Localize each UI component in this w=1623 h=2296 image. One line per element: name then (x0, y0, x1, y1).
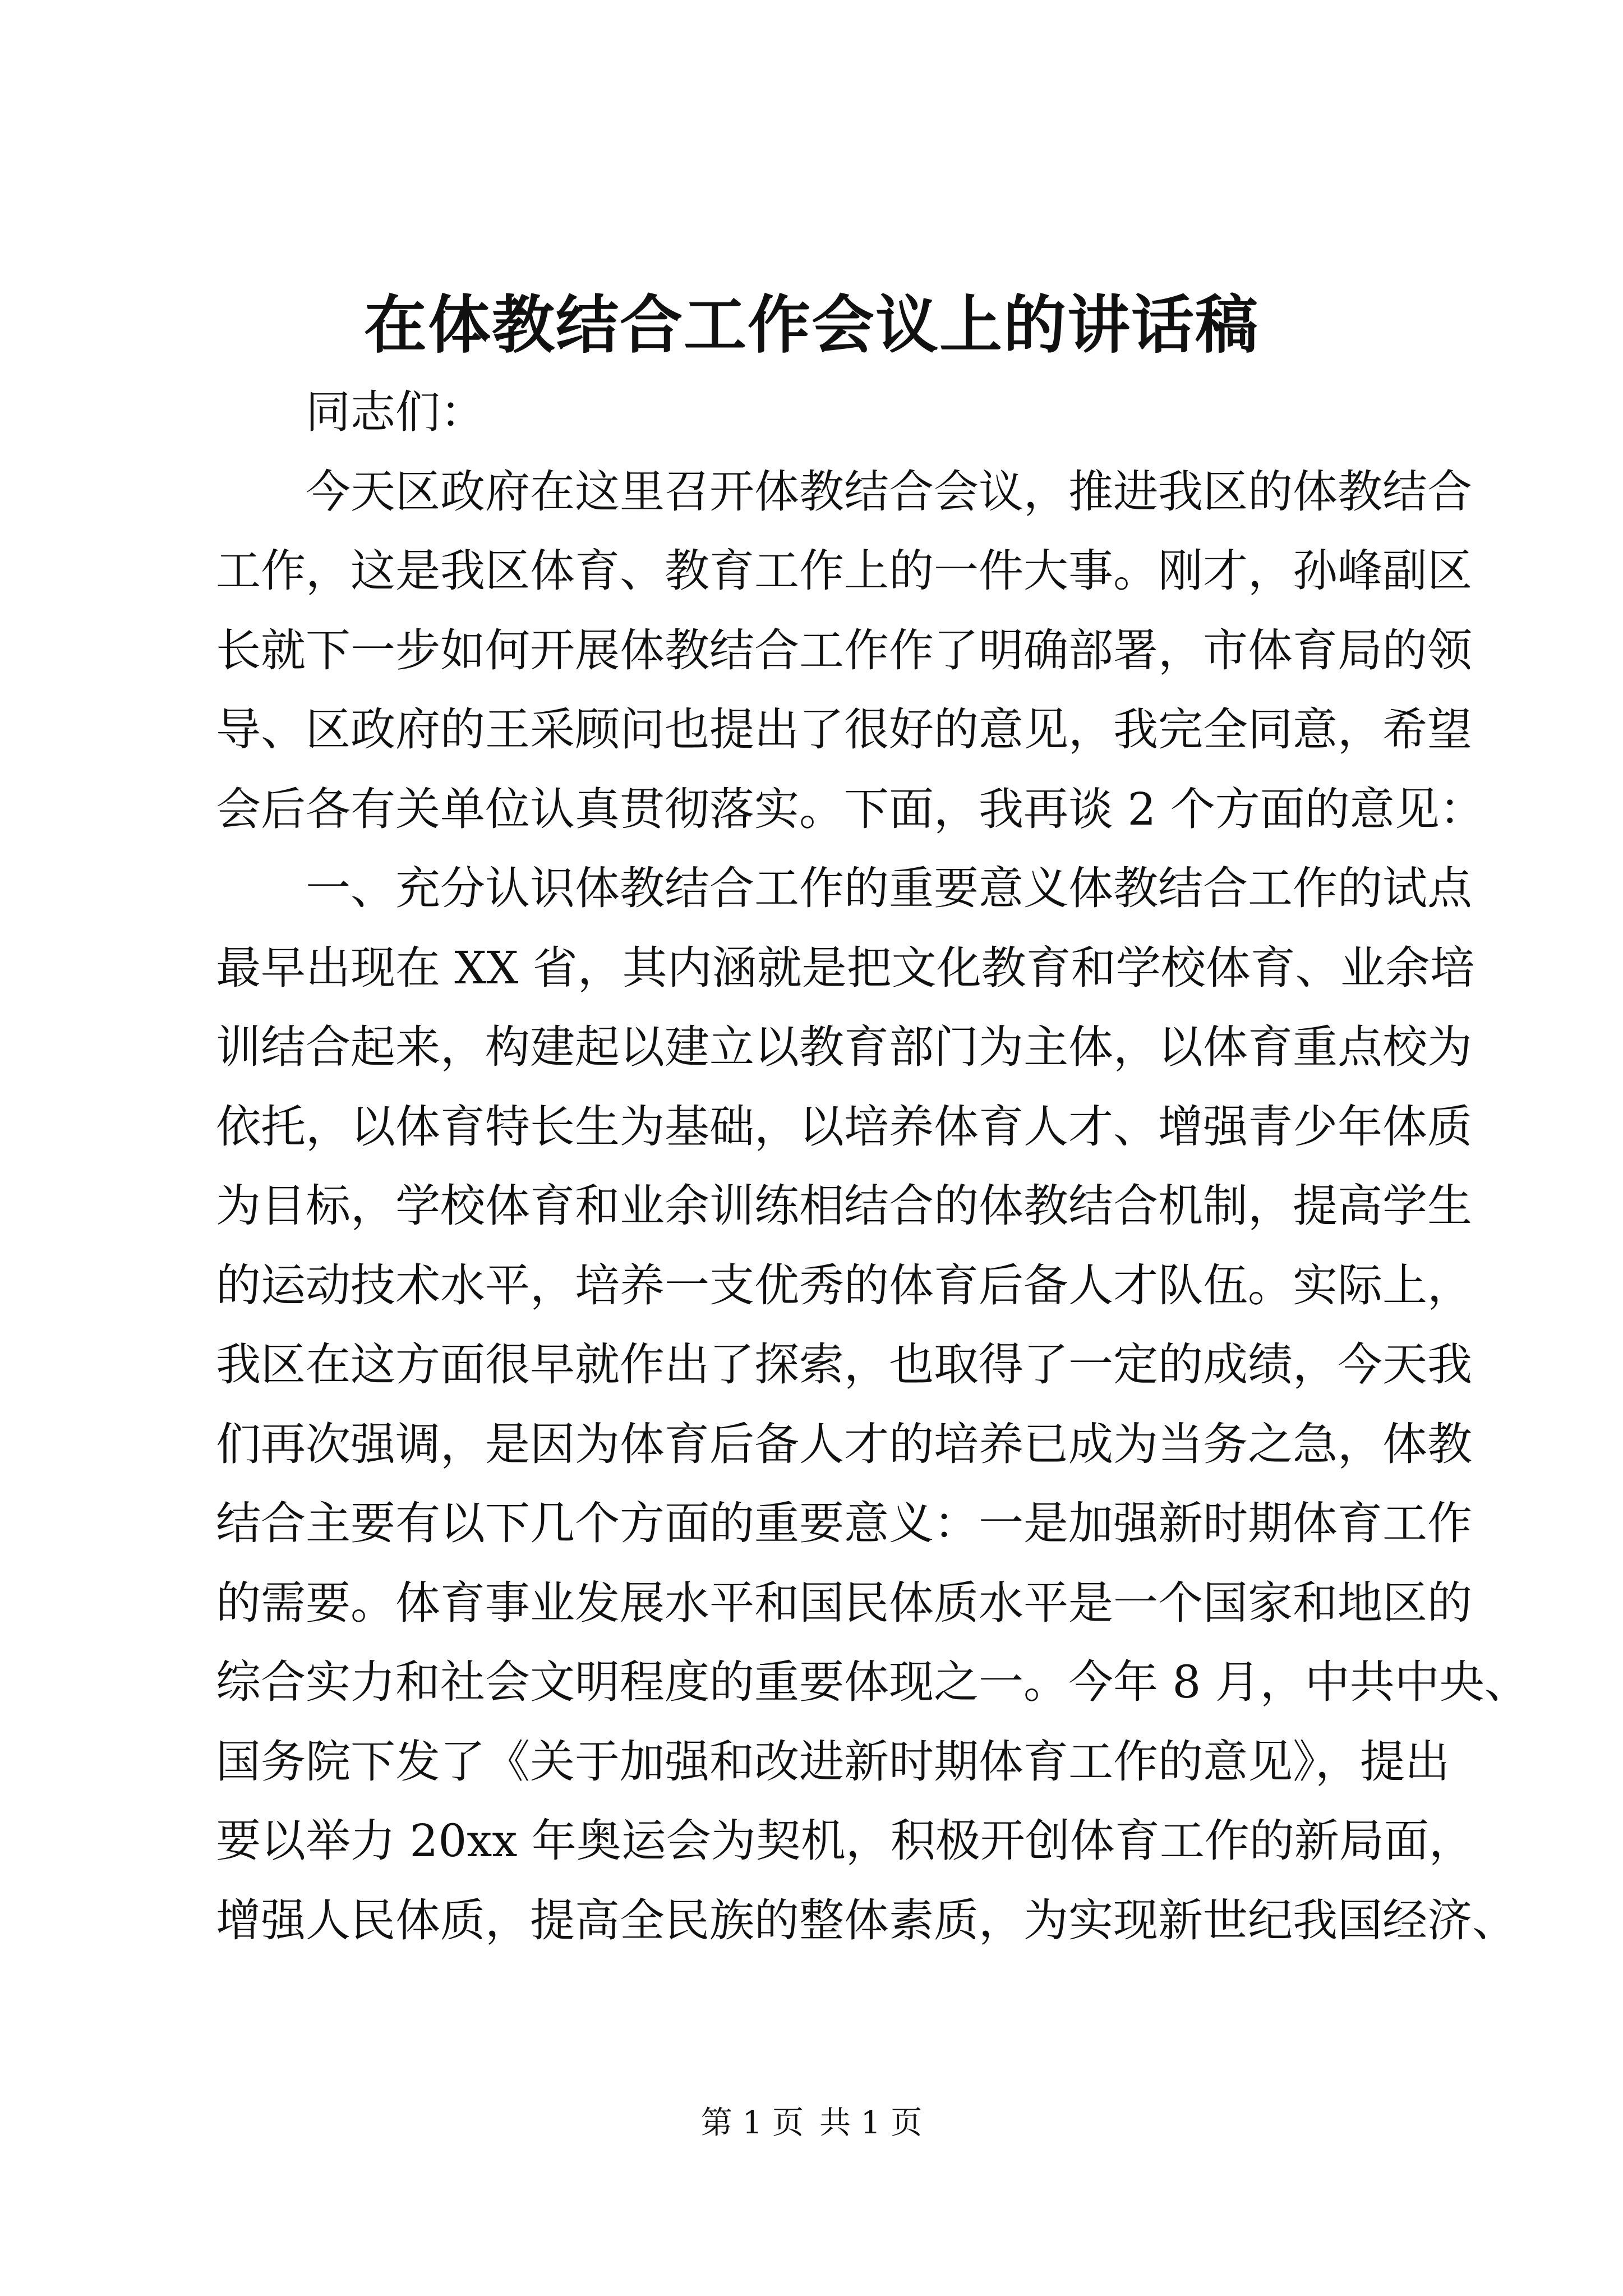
text-line: 会后各有关单位认真贯彻落实。下面，我再谈 2 个方面的意见： (216, 783, 1484, 835)
text-line: 导、区政府的王采顾问也提出了很好的意见，我完全同意，希望 (216, 703, 1472, 756)
text-line: 依托，以体育特长生为基础，以培养体育人才、增强青少年体质 (216, 1100, 1472, 1153)
text-line: 的运动技术水平，培养一支优秀的体育后备人才队伍。实际上， (216, 1259, 1472, 1312)
text-line: 国务院下发了《关于加强和改进新时期体育工作的意见》，提出 (216, 1735, 1450, 1788)
text-line: 工作，这是我区体育、教育工作上的一件大事。刚才，孙峰副区 (216, 545, 1472, 597)
text-line: 结合主要有以下几个方面的重要意义：一是加强新时期体育工作 (216, 1497, 1472, 1549)
text-line: 同志们： (306, 386, 485, 438)
text-line: 们再次强调，是因为体育后备人才的培养已成为当务之急，体教 (216, 1418, 1472, 1470)
text-line: 要以举力 20xx 年奥运会为契机，积极开创体育工作的新局面， (216, 1815, 1474, 1867)
text-line: 综合实力和社会文明程度的重要体现之一。今年 8 月，中共中央、 (216, 1656, 1529, 1708)
text-line: 长就下一步如何开展体教结合工作作了明确部署，市体育局的领 (216, 624, 1472, 677)
text-line: 一、充分认识体教结合工作的重要意义体教结合工作的试点 (306, 862, 1472, 914)
document-body (216, 372, 1529, 1960)
text-line: 为目标，学校体育和业余训练相结合的体教结合机制，提高学生 (216, 1180, 1472, 1232)
text-line: 今天区政府在这里召开体教结合会议，推进我区的体教结合 (306, 465, 1472, 518)
text-line: 最早出现在 XX 省，其内涵就是把文化教育和学校体育、业余培 (216, 941, 1475, 994)
document-title: 在体教结合工作会议上的讲话稿 (364, 288, 1259, 362)
text-line: 的需要。体育事业发展水平和国民体质水平是一个国家和地区的 (216, 1576, 1472, 1629)
text-line: 增强人民体质，提高全民族的整体素质，为实现新世纪我国经济、 (216, 1894, 1517, 1947)
text-line: 训结合起来，构建起以建立以教育部门为主体，以体育重点校为 (216, 1021, 1472, 1073)
page-number: 第 1 页 (700, 2105, 804, 2141)
text-line: 我区在这方面很早就作出了探索，也取得了一定的成绩，今天我 (216, 1338, 1472, 1391)
page-footer (0, 2101, 1623, 2146)
page-total: 共 1 页 (819, 2105, 923, 2141)
